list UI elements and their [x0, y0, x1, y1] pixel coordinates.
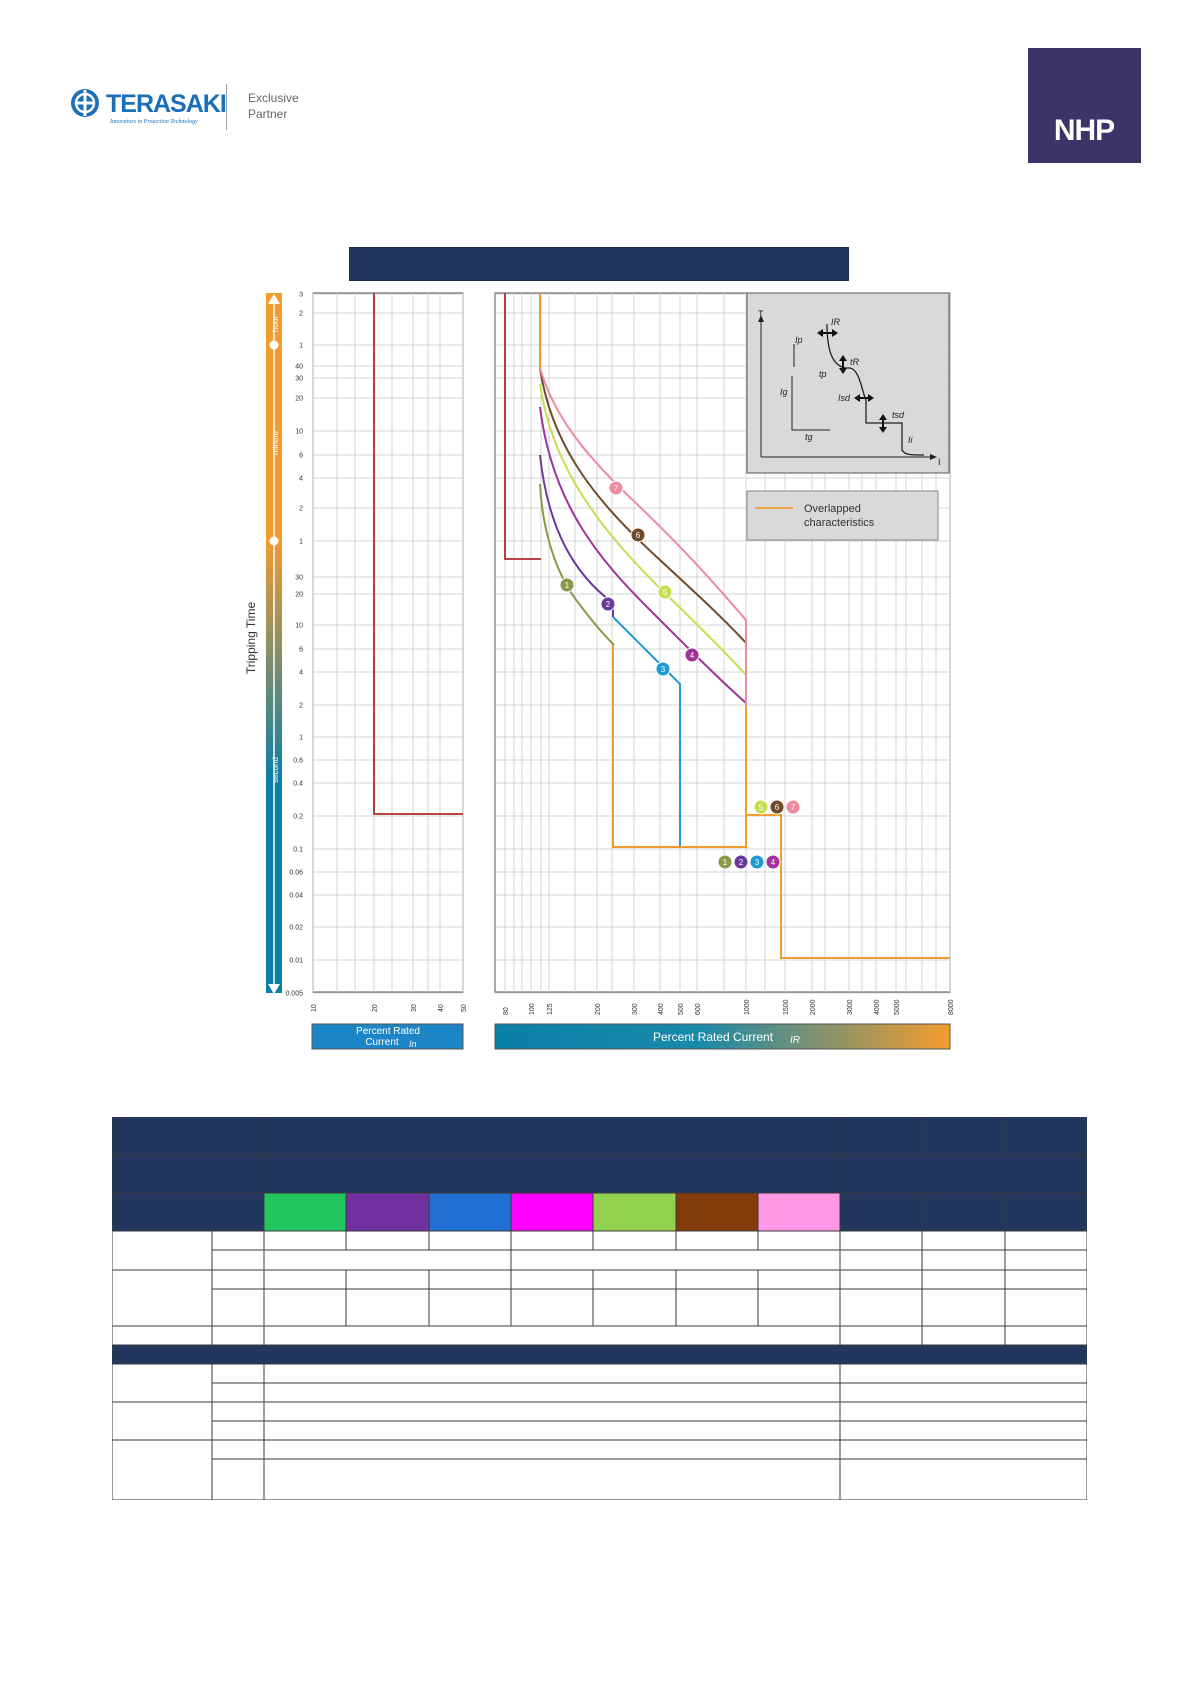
header-cell: [1005, 1193, 1087, 1231]
left-x-tick: 20: [372, 1004, 379, 1012]
cell: [840, 1440, 1087, 1459]
svg-text:1: 1: [564, 581, 570, 590]
cell: [429, 1289, 511, 1326]
table-body: [112, 1117, 1087, 1500]
inset-characteristic-diagram: [747, 293, 949, 473]
row-sub: [212, 1326, 264, 1345]
right-x-tick: 5000: [894, 999, 901, 1015]
left-x-tick: 30: [411, 1004, 418, 1012]
right-x-tick: 600: [695, 1003, 702, 1015]
left-x-tick: 10: [311, 1004, 318, 1012]
svg-text:4: 4: [689, 651, 695, 660]
row-label: [112, 1231, 212, 1270]
cell: [511, 1231, 593, 1250]
y-tick-second: 0.04: [289, 892, 303, 900]
right-x-tick: 300: [632, 1003, 639, 1015]
cell: [922, 1326, 1005, 1345]
cell: [676, 1270, 758, 1289]
svg-text:6: 6: [774, 803, 780, 812]
cell: [758, 1231, 840, 1250]
inset-T-label: T: [758, 309, 764, 319]
cell: [264, 1270, 346, 1289]
cell: [511, 1250, 840, 1270]
cell: [264, 1364, 840, 1383]
cell: [511, 1270, 593, 1289]
unit-minute-label: minute: [271, 430, 280, 456]
hour-minute-divider-dot: [270, 341, 279, 350]
svg-text:3: 3: [660, 665, 666, 674]
legend: [747, 491, 938, 540]
right-x-tick: 8000: [948, 999, 955, 1015]
y-tick-second: 0.6: [293, 757, 303, 765]
svg-text:3: 3: [754, 858, 760, 867]
curve-marker-2: [601, 597, 615, 611]
svg-text:2: 2: [605, 600, 611, 609]
y-tick-second: 0.02: [289, 924, 303, 932]
y-tick-second: 2: [299, 702, 303, 710]
svg-text:6: 6: [635, 531, 641, 540]
row-sub: [212, 1270, 264, 1289]
cell: [1005, 1270, 1087, 1289]
inset-Ip-label: Ip: [795, 335, 803, 345]
inset-tsd-label: tsd: [892, 410, 905, 420]
left-x-tick: 50: [461, 1004, 468, 1012]
minute-second-divider-dot: [270, 537, 279, 546]
cell: [922, 1289, 1005, 1326]
row-label: [112, 1364, 212, 1402]
right-x-tick: 80: [503, 1007, 510, 1015]
right-x-tick: 100: [529, 1003, 536, 1015]
header-cell: [840, 1155, 1087, 1193]
specification-table: [112, 1117, 1087, 1500]
cell: [264, 1402, 840, 1421]
header-cell: [112, 1193, 264, 1231]
cell: [264, 1289, 346, 1326]
svg-text:5: 5: [662, 588, 668, 597]
cell: [593, 1289, 676, 1326]
x-tick-labels: [311, 999, 955, 1015]
bottom-marker-3: [750, 855, 764, 869]
cell: [346, 1289, 429, 1326]
inset-tR-label: tR: [850, 357, 859, 367]
color-swatch-2: [346, 1193, 429, 1231]
right-x-tick: 4000: [874, 999, 881, 1015]
color-swatch-1: [264, 1193, 346, 1231]
svg-text:2: 2: [738, 858, 744, 867]
nhp-logo-text: NHP: [1053, 114, 1115, 147]
header-cell: [264, 1117, 840, 1155]
y-tick-second: 6: [299, 646, 303, 654]
inset-Ig-label: Ig: [780, 387, 788, 397]
color-swatch-4: [511, 1193, 593, 1231]
y-tick-minute: 1: [299, 538, 303, 546]
right-x-tick: 500: [678, 1003, 685, 1015]
row-label: [112, 1326, 212, 1345]
curve-marker-7: [609, 481, 623, 495]
cell: [840, 1231, 922, 1250]
top-marker-5: [754, 800, 768, 814]
y-tick-second: 0.1: [293, 846, 303, 854]
y-tick-second: 4: [299, 669, 303, 677]
cell: [429, 1270, 511, 1289]
cell: [840, 1383, 1087, 1402]
cell: [429, 1231, 511, 1250]
y-tick-minute: 30: [295, 375, 303, 383]
cell: [593, 1270, 676, 1289]
right-x-tick: 200: [595, 1003, 602, 1015]
row-sub: [212, 1289, 264, 1326]
cell: [264, 1326, 840, 1345]
row-sub: [212, 1250, 264, 1270]
color-swatch-3: [429, 1193, 511, 1231]
cell: [593, 1231, 676, 1250]
y-axis-title: Tripping Time: [244, 601, 258, 675]
y-tick-second: 0.06: [289, 869, 303, 877]
curve-marker-1: [560, 578, 574, 592]
color-swatch-7: [758, 1193, 840, 1231]
bottom-marker-2: [734, 855, 748, 869]
row-label: [112, 1440, 212, 1500]
row-sub: [212, 1440, 264, 1459]
unit-hour-label: hour: [271, 315, 280, 333]
y-tick-second: 0.2: [293, 813, 303, 821]
inset-tg-label: tg: [805, 432, 813, 442]
y-tick-minute: 20: [295, 395, 303, 403]
inset-I-label: I: [938, 457, 941, 467]
cell: [264, 1459, 840, 1500]
header-cell: [922, 1117, 1005, 1155]
cell: [840, 1459, 1087, 1500]
y-tick-second: 10: [295, 622, 303, 630]
header-cell: [264, 1155, 840, 1193]
curve-marker-4: [685, 648, 699, 662]
svg-text:5: 5: [758, 803, 764, 812]
left-x-tick: 40: [438, 1004, 445, 1012]
right-x-label-symbol: IR: [790, 1035, 800, 1046]
inset-IR-label: IR: [831, 317, 840, 327]
row-sub: [212, 1231, 264, 1250]
cell: [264, 1421, 840, 1440]
header-cell: [840, 1193, 922, 1231]
y-tick-minute: 2: [299, 505, 303, 513]
header-cell: [1005, 1117, 1087, 1155]
legend-text-line-2: characteristics: [804, 517, 875, 529]
cell: [264, 1440, 840, 1459]
cell: [840, 1250, 922, 1270]
header-cell: [112, 1155, 264, 1193]
curve-marker-5: [658, 585, 672, 599]
top-marker-7: [786, 800, 800, 814]
right-x-tick: 2000: [810, 999, 817, 1015]
partner-line-2: Partner: [248, 107, 288, 121]
cell: [840, 1270, 922, 1289]
cell: [511, 1289, 593, 1326]
cell: [346, 1270, 429, 1289]
y-tick-hour: 1: [299, 342, 303, 350]
cell: [1005, 1326, 1087, 1345]
cell: [264, 1383, 840, 1402]
inset-Isd-label: Isd: [838, 393, 851, 403]
svg-text:4: 4: [770, 858, 776, 867]
section-bar: [112, 1345, 1087, 1364]
right-x-tick: 400: [658, 1003, 665, 1015]
cell: [922, 1250, 1005, 1270]
right-x-tick: 1000: [744, 999, 751, 1015]
cell: [840, 1364, 1087, 1383]
partner-line-1: Exclusive: [248, 91, 299, 105]
cell: [346, 1231, 429, 1250]
row-label: [112, 1402, 212, 1440]
y-tick-labels: [285, 292, 303, 998]
y-tick-hour: 2: [299, 310, 303, 318]
cell: [840, 1289, 922, 1326]
legend-text-line-1: Overlapped: [804, 503, 861, 515]
header-cell: [840, 1117, 922, 1155]
cell: [1005, 1231, 1087, 1250]
row-label: [112, 1270, 212, 1326]
y-tick-minute: 40: [295, 363, 303, 371]
right-x-tick: 3000: [847, 999, 854, 1015]
y-tick-second: 0.01: [289, 957, 303, 965]
y-tick-second: 0.005: [285, 990, 303, 998]
cell: [264, 1231, 346, 1250]
cell: [840, 1326, 922, 1345]
time-axis-bar: [266, 293, 282, 994]
row-sub: [212, 1364, 264, 1383]
y-tick-second: 30: [295, 574, 303, 582]
row-sub: [212, 1459, 264, 1500]
y-tick-minute: 10: [295, 428, 303, 436]
row-sub: [212, 1402, 264, 1421]
y-tick-minute: 4: [299, 475, 303, 483]
cell: [676, 1231, 758, 1250]
cell: [264, 1250, 511, 1270]
right-x-label: Percent Rated Current: [652, 1030, 774, 1044]
cell: [1005, 1250, 1087, 1270]
brand-tagline: Innovators in Protection Technology: [110, 119, 198, 125]
cell: [758, 1289, 840, 1326]
bottom-marker-4: [766, 855, 780, 869]
unit-second-label: second: [271, 757, 280, 783]
header-cell: [112, 1117, 264, 1155]
svg-text:7: 7: [613, 484, 619, 493]
cell: [840, 1402, 1087, 1421]
svg-text:7: 7: [790, 803, 796, 812]
header-cell: [922, 1193, 1005, 1231]
curve-marker-3: [656, 662, 670, 676]
left-x-label-line-2: Current: [365, 1037, 399, 1048]
right-x-tick: 1500: [783, 999, 790, 1015]
svg-text:1: 1: [722, 858, 728, 867]
row-sub: [212, 1383, 264, 1402]
cell: [840, 1421, 1087, 1440]
y-tick-second: 1: [299, 734, 303, 742]
curve-marker-6: [631, 528, 645, 542]
y-tick-second: 0.4: [293, 780, 303, 788]
cell: [1005, 1289, 1087, 1326]
y-tick-second: 20: [295, 591, 303, 599]
right-x-tick: 125: [547, 1003, 554, 1015]
left-x-label-line-1: Percent Rated: [356, 1026, 420, 1037]
left-x-label-symbol: In: [409, 1039, 417, 1049]
y-tick-minute: 6: [299, 452, 303, 460]
color-swatch-6: [676, 1193, 758, 1231]
brand-name: TERASAKI: [106, 90, 226, 118]
y-tick-hour: 3: [299, 291, 303, 299]
inset-tp-label: tp: [819, 369, 827, 379]
row-sub: [212, 1421, 264, 1440]
cell: [922, 1231, 1005, 1250]
top-marker-6: [770, 800, 784, 814]
bottom-marker-1: [718, 855, 732, 869]
cell: [758, 1270, 840, 1289]
inset-Ii-label: Ii: [908, 435, 913, 445]
color-swatch-5: [593, 1193, 676, 1231]
cell: [676, 1289, 758, 1326]
cell: [922, 1270, 1005, 1289]
